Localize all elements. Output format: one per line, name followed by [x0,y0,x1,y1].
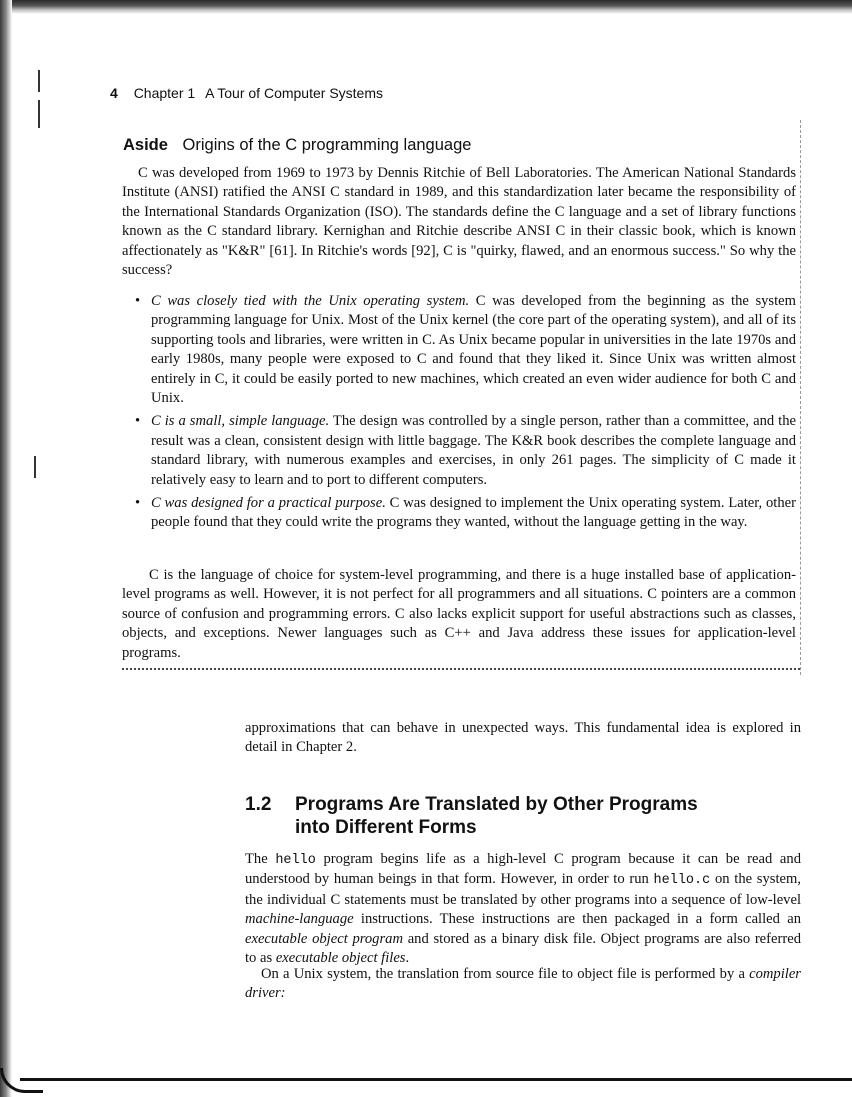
code-hello-c: hello.c [653,873,711,889]
term-executable-object-program: executable object program [245,930,403,947]
text-run: On a Unix system, the translation from source file to object file is performed by a [261,966,750,982]
aside-closing: C is the language of choice for system-level programming, and there is a huge installed base of application-level programs as well. However, it is not perfect for all programmers and all situations. C pointers are a common source of confusion and programming errors. C also lacks explicit support for useful abstractions such as classes, objects, and exceptions. Newer languages such as C++ and Java address these issues for application-level programs. [122,567,796,661]
margin-mark [34,456,36,478]
body-paragraph [245,965,801,1004]
scan-edge-bottom [0,1068,852,1097]
text-run: on the system, the individual C statements must be translated by other programs into a sequence of low-level [245,871,801,908]
term-executable-object-files: executable object files [275,950,406,967]
aside-bullet-list [122,292,796,537]
section-title-line2: into Different Forms [295,817,477,838]
bullet-item [122,292,796,408]
chapter-title: A Tour of Computer Systems [205,85,383,101]
text-run: and stored as a binary disk file. Object programs are also referred to as [245,930,801,967]
body-paragraph: approximations that can behave in unexpected ways. This fundamental idea is explored in detail in Chapter 2. [245,720,801,756]
scan-edge-top [0,0,852,14]
bullet-item [122,412,796,490]
bullet-icon: • [135,413,141,430]
bullet-lead: C is a small, simple language. [151,413,330,430]
aside-label: Aside [123,136,168,154]
bullet-item [122,494,796,533]
term-machine-language: machine-language [245,911,354,928]
running-header [110,85,383,101]
bullet-icon: • [135,495,141,512]
chapter-label: Chapter 1 [133,85,196,101]
code-hello: hello [275,853,316,868]
aside-box [110,120,801,675]
term-compiler-driver: compiler driver: [245,966,801,1002]
aside-intro [122,164,796,280]
bullet-lead: C was closely tied with the Unix operating system. [151,293,470,309]
scan-bottom-line [20,1078,852,1081]
aside-intro-text: C was developed from 1969 to 1973 by Dennis Ritchie of Bell Laboratories. The American National Standards Institute (ANSI) ratified the ANSI C standard in 1989, and this standardization later became the responsibility of the International Standards Organization (ISO). The standards define the C language and a set of library functions known as the C standard library. Kernighan and Ritchie describe ANSI C in their classic book, which is known affectionately as "K&R" [61]. In Ritchie's words [92], C is "quirky, flawed, and an enormous success." So why the success? [122,165,796,279]
bullet-lead: C was designed for a practical purpose. [151,495,386,512]
section-heading [245,793,698,839]
text-run: instructions. These instructions are then packaged in a form called an [353,911,801,928]
aside-bottom-rule [122,668,800,672]
section-number: 1.2 [245,794,272,815]
bullet-icon: • [135,293,141,309]
scan-edge-left [0,0,12,1097]
margin-mark [38,100,40,128]
body-paragraph [245,850,801,968]
bullet-text: The design was controlled by a single person, rather than a committee, and the result was a clean, consistent design with little baggage. The K&R book describes the complete language and standard library, with numerous examples and exercises, in only 261 pages. The simplicity of C made it relatively easy to learn and to port to different computers. [151,413,796,488]
margin-mark [38,70,40,92]
text-run: program begins life as a high-level C program because it can be read and understood by human beings in that form. However, in order to run [245,851,801,888]
aside-heading [123,136,471,155]
aside-title: Origins of the C programming language [182,136,472,154]
bullet-text: C was developed from the beginning as the system programming language for Unix. Most of the Unix kernel (the core part of the operating system), and all of its supporting tools and libraries, were written in C. As Unix became popular in universities in the late 1970s and early 1980s, many people were exposed to C and found that they liked it. Since Unix was written almost entirely in C, it could be easily ported to new machines, which created an even wider audience for both C and Unix. [151,293,796,407]
text-run: . [405,950,410,967]
section-title-line1: Programs Are Translated by Other Programs [295,794,698,815]
bullet-text: C was designed to implement the Unix operating system. Later, other people found that they could write the programs they wanted, without the language getting in the way. [151,495,796,531]
text-run: The [245,851,276,867]
page-number: 4 [110,85,118,101]
